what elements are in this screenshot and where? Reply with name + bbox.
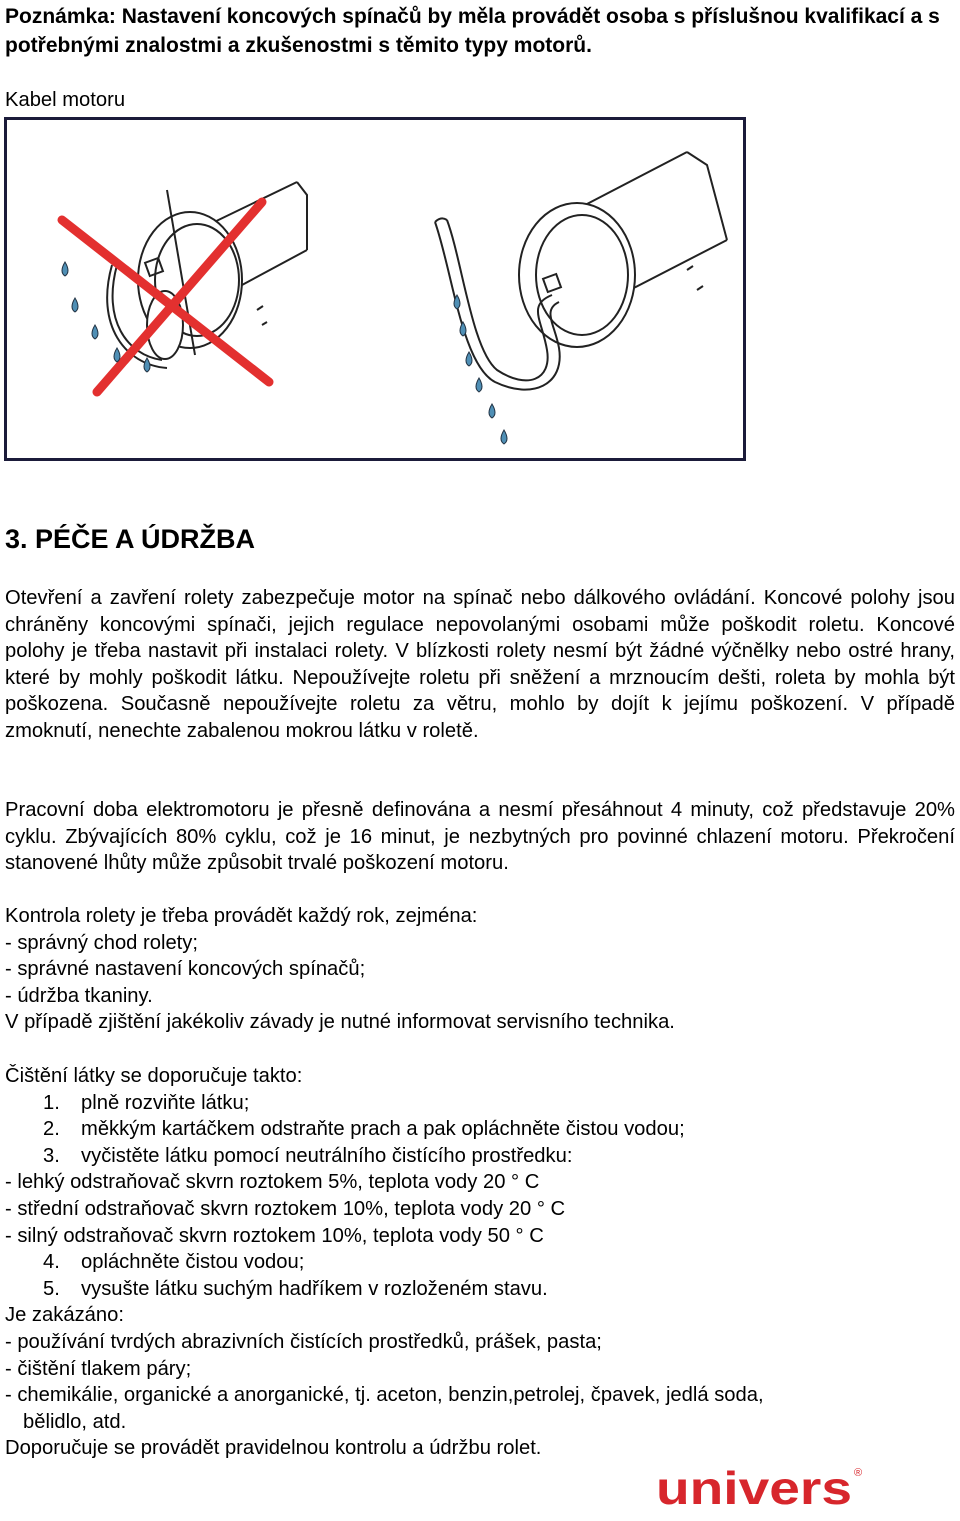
list-item: - správné nastavení koncových spínačů; xyxy=(5,958,366,981)
step-text: vysušte látku suchým hadříkem v rozloženém stavu. xyxy=(81,1277,548,1300)
list-item xyxy=(5,1276,955,1303)
control-outro: V případě zjištění jakékoliv závady je nutné informovat servisního technika. xyxy=(5,1011,675,1034)
list-item-continuation: bělidlo, atd. xyxy=(23,1410,127,1433)
step-number: 5. xyxy=(43,1277,60,1300)
list-item: - silný odstraňovač skvrn roztokem 10%, teplota vody 50 ° C xyxy=(5,1224,544,1247)
list-item xyxy=(5,1090,955,1117)
list-item xyxy=(5,1249,955,1276)
logo-graphic xyxy=(656,1462,866,1514)
step-number: 2. xyxy=(43,1118,60,1141)
list-item xyxy=(5,1116,955,1143)
list-item xyxy=(5,1143,955,1170)
step-text: plně rozviňte látku; xyxy=(81,1091,250,1114)
cleaning-intro: Čištění látky se doporučuje takto: xyxy=(5,1065,303,1087)
list-item: - střední odstraňovač skvrn roztokem 10%, teplota vody 20 ° C xyxy=(5,1197,566,1220)
step-text: opláchněte čistou vodou; xyxy=(81,1251,305,1274)
list-item: - čištění tlakem páry; xyxy=(5,1357,192,1380)
univers-logo xyxy=(656,1462,866,1520)
control-section xyxy=(5,903,955,1036)
qualification-note: Poznámka: Nastavení koncových spínačů by měla provádět osoba s příslušnou kvalifikací a s potřebnými znalostmi a zkušenostmi s těmito typy motorů. xyxy=(5,5,940,57)
list-item: - používání tvrdých abrazivních čistících prostředků, prášek, pasta; xyxy=(5,1330,602,1353)
list-item: - správný chod rolety; xyxy=(5,931,198,954)
list-item: - chemikálie, organické a anorganické, tj. aceton, benzin,petrolej, čpavek, jedlá soda, xyxy=(5,1384,764,1407)
correct-routing-icon xyxy=(435,152,727,390)
list-item: - lehký odstraňovač skvrn roztokem 5%, teplota vody 20 ° C xyxy=(5,1171,540,1194)
step-text: vyčistěte látku pomocí neutrálního čistícího prostředku: xyxy=(81,1144,573,1167)
step-text: měkkým kartáčkem odstraňte prach a pak opláchněte čistou vodou; xyxy=(81,1118,685,1141)
cable-figure xyxy=(4,117,746,461)
section-heading: 3. PÉČE A ÚDRŽBA xyxy=(5,524,256,554)
list-item: - údržba tkaniny. xyxy=(5,984,153,1007)
paragraph-usage: Otevření a zavření rolety zabezpečuje motor na spínač nebo dálkového ovládání. Koncové polohy jsou chráněny koncovými spínači, jejich regulace nepovolanými osobami může poškodit roletu. Koncové polohy je třeba nastavit při instalaci rolety. V blízkosti rolety nesmí být žádné výčnělky nebo ostré hrany, které by mohly poškodit látku. Nepoužívejte roletu při sněžení a mrznoucím dešti, roleta by mohla být poškozena. Současně nepoužívejte roletu za větru, mohlo by dojít k jejímu poškození. V případě zmoknutí, nenechte zabalenou mokrou látku v roletě. xyxy=(5,587,955,742)
cable-heading: Kabel motoru xyxy=(5,89,126,111)
step-number: 4. xyxy=(43,1251,60,1274)
registered-mark: ® xyxy=(854,1467,863,1479)
cable-illustration xyxy=(7,120,743,458)
control-intro: Kontrola rolety je třeba provádět každý rok, zejména: xyxy=(5,905,478,927)
cleaning-section xyxy=(5,1063,955,1462)
logo-wordmark: univers xyxy=(656,1462,852,1514)
closing-sentence: Doporučuje se provádět pravidelnou kontrolu a údržbu rolet. xyxy=(5,1437,542,1460)
step-number: 1. xyxy=(43,1091,60,1114)
step-number: 3. xyxy=(43,1144,60,1167)
forbidden-intro: Je zakázáno: xyxy=(5,1304,124,1327)
paragraph-duty-cycle: Pracovní doba elektromotoru je přesně definována a nesmí přesáhnout 4 minuty, což představuje 20% cyklu. Zbývajících 80% cyklu, což je 16 minut, je nezbytných pro povinné chlazení motoru. Překročení stanovené lhůty může způsobit trvalé poškození motoru. xyxy=(5,799,955,874)
